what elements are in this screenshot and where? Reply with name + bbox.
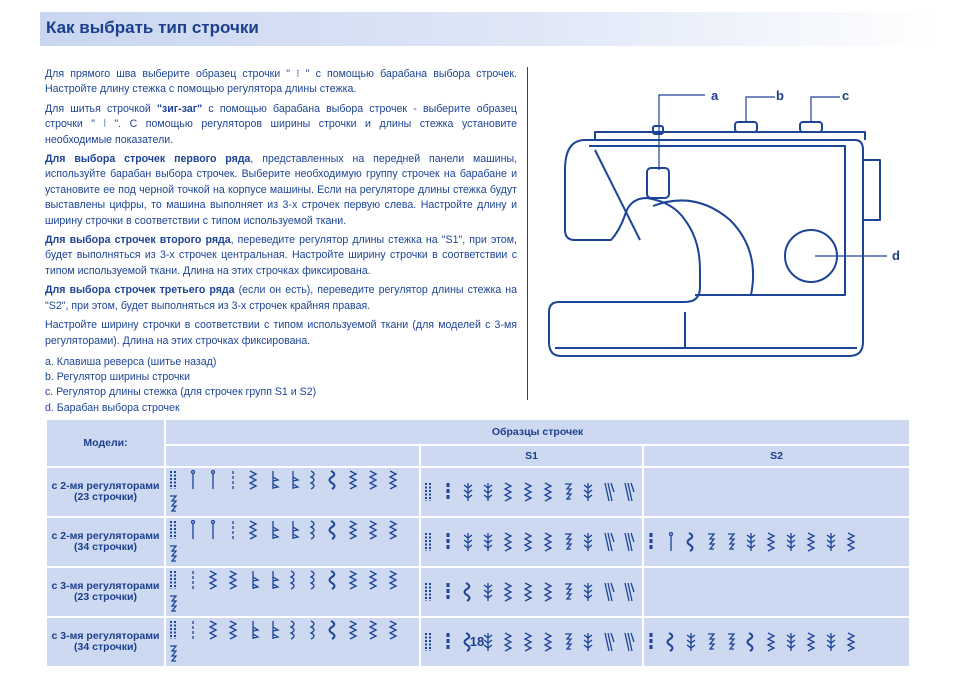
zigzag-stitch-icon bbox=[366, 468, 380, 492]
side-handle bbox=[863, 160, 880, 220]
paragraph-width-setting: Настройте ширину строчки в соответствии с типом используемой ткани (для моделей с 3-мя регуляторами). Длина на этих строчках фиксирована. bbox=[45, 319, 517, 347]
blind-stitch-icon bbox=[246, 568, 260, 592]
model-name: с 3-мя регуляторами (34 строчки) bbox=[46, 617, 165, 667]
wave-stitch-icon bbox=[326, 518, 340, 542]
feather-stitch-icon bbox=[744, 530, 758, 554]
straight-stitch-icon bbox=[664, 530, 678, 554]
bartack-stitch-icon bbox=[166, 468, 180, 492]
callout-d: d bbox=[892, 248, 900, 263]
zigzag-stitch-icon bbox=[501, 530, 515, 554]
zigzag-stitch-icon bbox=[521, 580, 535, 604]
feather-stitch-icon bbox=[581, 480, 595, 504]
feather-stitch-icon bbox=[784, 530, 798, 554]
s2-stitches bbox=[643, 517, 910, 567]
feather-stitch-icon bbox=[581, 580, 595, 604]
zigzag-stitch-icon bbox=[804, 530, 818, 554]
tripledash-stitch-icon bbox=[441, 480, 455, 504]
models-table bbox=[45, 418, 911, 668]
instructions-text bbox=[45, 67, 517, 416]
feather-stitch-icon bbox=[824, 530, 838, 554]
part-b: b. Регулятор ширины строчки bbox=[45, 371, 190, 384]
bartack-stitch-icon bbox=[166, 518, 180, 542]
dash-stitch-icon bbox=[226, 518, 240, 542]
main-stitches bbox=[165, 467, 420, 517]
machine-arm-curve bbox=[653, 200, 753, 295]
model-name: с 3-мя регуляторами (23 строчки) bbox=[46, 567, 165, 617]
s1-stitches bbox=[420, 467, 643, 517]
paragraph-third-row: Для выбора строчек третьего ряда (если он есть), переведите регулятор длины стежка на "S2", при этом, будет выполняться из 3-х строчек крайняя правая. bbox=[45, 284, 517, 312]
s1-stitches bbox=[420, 517, 643, 567]
zigzag-stitch-icon bbox=[366, 518, 380, 542]
zigzag-stitch-icon bbox=[541, 580, 555, 604]
part-a: a. Клавиша реверса (шитье назад) bbox=[45, 355, 217, 368]
step-stitch-icon bbox=[561, 530, 575, 554]
model-name: с 2-мя регуляторами (23 строчки) bbox=[46, 467, 165, 517]
feather-stitch-icon bbox=[581, 530, 595, 554]
triple-stitch-icon bbox=[601, 530, 615, 554]
s2-stitches bbox=[643, 467, 910, 517]
triple-stitch-icon bbox=[621, 530, 635, 554]
straight-stitch-icon bbox=[186, 518, 200, 542]
zigzag-stitch-icon bbox=[764, 530, 778, 554]
step-stitch-icon bbox=[724, 530, 738, 554]
scallop-stitch-icon bbox=[306, 518, 320, 542]
zigzag-stitch-icon bbox=[521, 480, 535, 504]
s2-stitches bbox=[643, 567, 910, 617]
step-stitch-icon bbox=[166, 492, 180, 516]
triple-stitch-icon bbox=[621, 480, 635, 504]
leader-c bbox=[811, 97, 840, 122]
step-stitch-icon bbox=[561, 480, 575, 504]
models-header: Модели: bbox=[46, 419, 165, 467]
table-row bbox=[46, 467, 910, 517]
bartack-stitch-icon bbox=[421, 580, 435, 604]
dash-stitch-icon bbox=[186, 568, 200, 592]
reverse-lever bbox=[647, 168, 669, 198]
zigzag-stitch-icon bbox=[521, 530, 535, 554]
straight-stitch-icon bbox=[206, 468, 220, 492]
blind-stitch-icon bbox=[266, 518, 280, 542]
triple-stitch-icon bbox=[621, 580, 635, 604]
tripledash-stitch-icon bbox=[441, 580, 455, 604]
zigzag-stitch-icon bbox=[346, 568, 360, 592]
feather-stitch-icon bbox=[461, 530, 475, 554]
model-name: с 2-мя регуляторами (34 строчки) bbox=[46, 517, 165, 567]
table-row bbox=[46, 567, 910, 617]
blind-stitch-icon bbox=[266, 568, 280, 592]
step-stitch-icon bbox=[166, 542, 180, 566]
leader-b bbox=[746, 97, 775, 122]
scallop-stitch-icon bbox=[306, 568, 320, 592]
left-panel-line bbox=[595, 150, 640, 240]
bartack-stitch-icon bbox=[421, 530, 435, 554]
feather-stitch-icon bbox=[461, 480, 475, 504]
scallop-stitch-icon bbox=[306, 468, 320, 492]
blind-stitch-icon bbox=[286, 518, 300, 542]
paragraph-zigzag: Для шитья строчкой "зиг-заг" с помощью барабана выбора строчек - выберите образец строчки " ⦚ ". С помощью регуляторов ширины строчки и длины стежка установите необходимые показатели. bbox=[45, 102, 517, 146]
step-stitch-icon bbox=[561, 580, 575, 604]
zigzag-stitch-icon bbox=[501, 480, 515, 504]
straight-stitch-icon bbox=[186, 468, 200, 492]
page-title: Как выбрать тип строчки bbox=[46, 18, 259, 37]
main-stitches bbox=[165, 517, 420, 567]
bartack-stitch-icon bbox=[421, 480, 435, 504]
wave-stitch-icon bbox=[326, 468, 340, 492]
wave-stitch-icon bbox=[326, 568, 340, 592]
zigzag-stitch-icon bbox=[386, 568, 400, 592]
zigzag-stitch-icon bbox=[541, 480, 555, 504]
paragraph-straight-stitch: Для прямого шва выберите образец строчки " ⁝ " с помощью барабана выбора строчек. Настройте длину стежка с помощью регулятора длины стежка. bbox=[45, 68, 517, 96]
callout-c: c bbox=[842, 88, 850, 103]
paragraph-first-row: Для выбора строчек первого ряда, представленных на передней панели машины, используйте барабан выбора строчек. Выберите необходимую группу строчек на барабане и установите ее под черной точкой на корпусе машины. Если на регуляторе длины стежка будут выставлены цифры, то машина выполняет из 3-х строчек первую слева. Настройте длину и ширину строчки в соответствии с типом используемой ткани. bbox=[45, 153, 518, 227]
zigzag-stitch-icon bbox=[386, 468, 400, 492]
knob-b bbox=[735, 122, 757, 132]
tripledash-stitch-icon bbox=[644, 530, 658, 554]
feather-stitch-icon bbox=[481, 580, 495, 604]
top-bar bbox=[595, 132, 865, 140]
blind-stitch-icon bbox=[286, 468, 300, 492]
tripledash-stitch-icon bbox=[441, 530, 455, 554]
blind-stitch-icon bbox=[266, 468, 280, 492]
knob-c bbox=[800, 122, 822, 132]
straight-stitch-icon bbox=[206, 518, 220, 542]
triple-stitch-icon bbox=[601, 480, 615, 504]
zigzag-stitch-icon bbox=[246, 468, 260, 492]
zigzag-stitch-icon bbox=[226, 568, 240, 592]
callout-b: b bbox=[776, 88, 784, 103]
sewing-machine-diagram bbox=[535, 80, 935, 380]
zigzag-stitch-icon bbox=[844, 530, 858, 554]
title-bar bbox=[40, 12, 940, 46]
paragraph-second-row: Для выбора строчек второго ряда, переведите регулятор длины стежка на "S1", при этом, будет выполняться из 3-х строчек центральная. Настройте ширину строчки в соответствии с типом используемой ткани. Длина на этих строчках фиксирована. bbox=[45, 234, 517, 277]
column-divider bbox=[527, 67, 528, 400]
zigzag-stitch-icon bbox=[366, 568, 380, 592]
zigzag-stitch-icon bbox=[501, 580, 515, 604]
s1-stitches bbox=[420, 567, 643, 617]
main-header bbox=[165, 445, 420, 467]
bartack-stitch-icon bbox=[166, 568, 180, 592]
step-stitch-icon bbox=[704, 530, 718, 554]
zigzag-stitch-icon bbox=[346, 518, 360, 542]
zigzag-stitch-icon bbox=[346, 468, 360, 492]
page-number: 18 bbox=[469, 634, 485, 649]
wave-stitch-icon bbox=[461, 580, 475, 604]
table-row bbox=[46, 517, 910, 567]
parts-legend bbox=[45, 355, 517, 416]
part-c: c. Регулятор длины стежка (для строчек групп S1 и S2) bbox=[45, 386, 317, 399]
machine-front-panel bbox=[589, 146, 845, 295]
zigzag-stitch-icon bbox=[246, 518, 260, 542]
triple-stitch-icon bbox=[601, 580, 615, 604]
zigzag-stitch-icon bbox=[386, 518, 400, 542]
zigzag-stitch-icon bbox=[206, 568, 220, 592]
part-d: d. Барабан выбора строчек bbox=[45, 401, 180, 414]
machine-body bbox=[549, 140, 863, 356]
callout-a: a bbox=[711, 88, 719, 103]
step-stitch-icon bbox=[166, 592, 180, 616]
scallop-stitch-icon bbox=[286, 568, 300, 592]
wave-stitch-icon bbox=[684, 530, 698, 554]
feather-stitch-icon bbox=[481, 480, 495, 504]
zigzag-stitch-icon bbox=[541, 530, 555, 554]
s1-header: S1 bbox=[420, 445, 643, 467]
s2-header: S2 bbox=[643, 445, 910, 467]
samples-header: Образцы строчек bbox=[165, 419, 910, 445]
dash-stitch-icon bbox=[226, 468, 240, 492]
main-stitches bbox=[165, 567, 420, 617]
feather-stitch-icon bbox=[481, 530, 495, 554]
